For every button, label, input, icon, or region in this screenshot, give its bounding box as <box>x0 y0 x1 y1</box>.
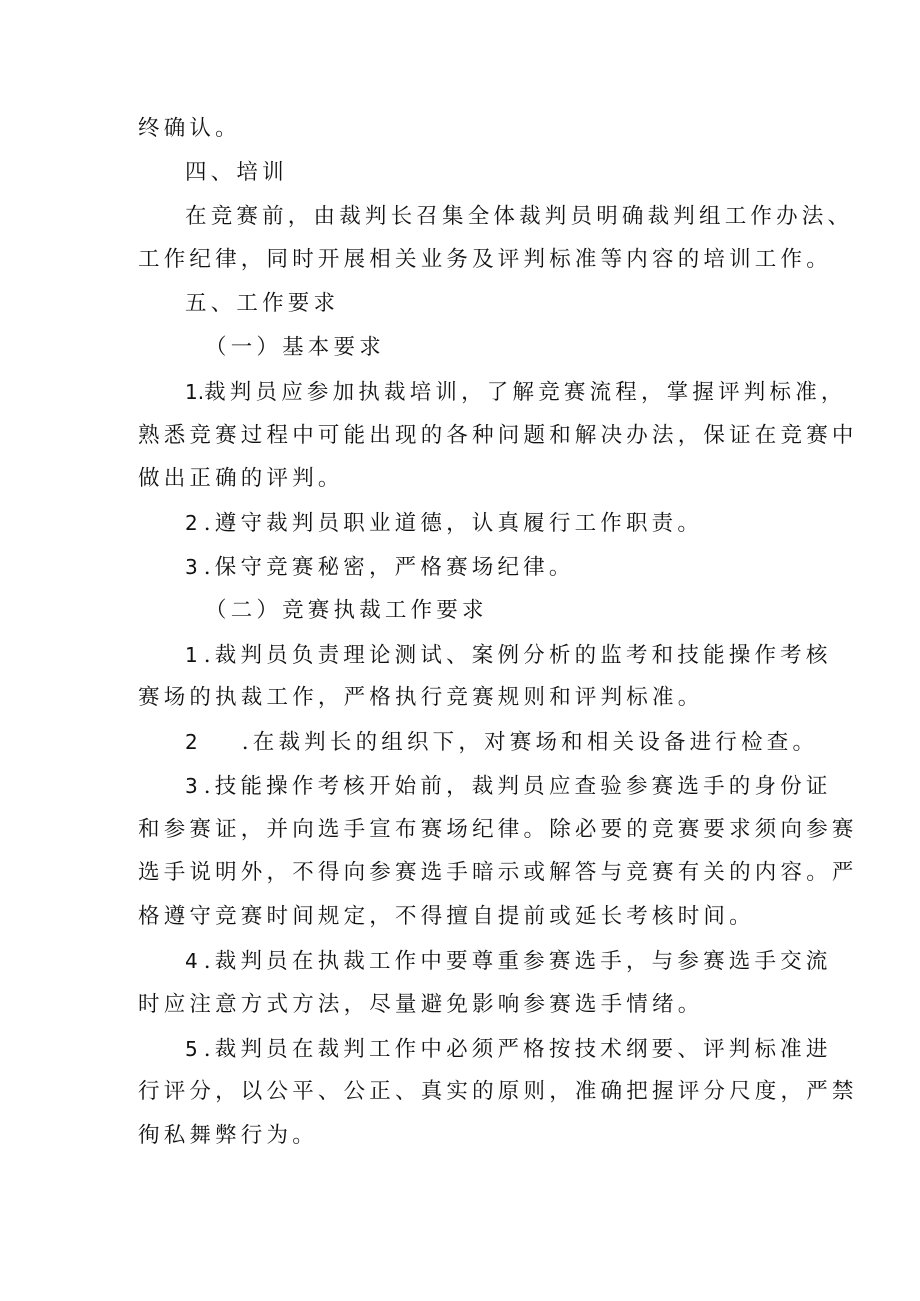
duty-item-2-number: 2 <box>185 730 198 754</box>
duty-item-4-number: 4 <box>185 949 198 973</box>
duty-item-3-line-1 <box>185 771 832 802</box>
basic-item-1-text: 裁判员应参加执裁培训，了解竞赛流程，掌握评判标准， <box>204 380 847 405</box>
duty-item-2-text: .在裁判长的组织下，对赛场和相关设备进行检查。 <box>241 730 819 755</box>
duty-item-3-line-3: 选手说明外，不得向参赛选手暗示或解答与竞赛有关的内容。严 <box>138 860 858 885</box>
section-4-para-line-2: 工作纪律，同时开展相关业务及评判标准等内容的培训工作。 <box>138 247 832 272</box>
basic-item-1-number: 1. <box>185 380 205 404</box>
duty-item-4-line-1 <box>185 946 832 977</box>
basic-item-3-line <box>185 552 575 583</box>
duty-item-2-line <box>185 727 818 758</box>
duty-item-5-text: .裁判员在裁判工作中必须严格按技术纲要、评判标准进 <box>203 1037 832 1062</box>
duty-item-1-number: 1 <box>185 643 198 667</box>
basic-item-2-line <box>185 508 703 539</box>
duty-item-3-line-4: 格遵守竞赛时间规定，不得擅自提前或延长考核时间。 <box>138 904 755 929</box>
duty-item-5-line-2: 行评分，以公平、公正、真实的原则，准确把握评分尺度，严禁 <box>138 1079 858 1104</box>
section-5-heading: 五、工作要求 <box>185 291 340 316</box>
basic-item-1-line-1 <box>185 377 847 408</box>
duty-item-4-line-2: 时应注意方式方法，尽量避免影响参赛选手情绪。 <box>138 992 704 1017</box>
duty-item-5-number: 5 <box>185 1037 198 1061</box>
section-4-para-line-1: 在竞赛前，由裁判长召集全体裁判员明确裁判组工作办法、 <box>185 204 854 229</box>
basic-item-2-text: .遵守裁判员职业道德，认真履行工作职责。 <box>203 511 704 536</box>
basic-item-1-line-2: 熟悉竞赛过程中可能出现的各种问题和解决办法，保证在竞赛中 <box>138 423 858 448</box>
duty-item-1-line-1 <box>185 640 832 671</box>
basic-item-3-number: 3 <box>185 555 198 579</box>
basic-item-3-text: .保守竞赛秘密，严格赛场纪律。 <box>203 555 575 580</box>
duty-item-1-line-2: 赛场的执裁工作，严格执行竞赛规则和评判标准。 <box>138 685 704 710</box>
duty-item-1-text: .裁判员负责理论测试、案例分析的监考和技能操作考核 <box>203 643 832 668</box>
duty-item-5-line-1 <box>185 1034 832 1065</box>
basic-item-2-number: 2 <box>185 511 198 535</box>
basic-item-1-line-3: 做出正确的评判。 <box>138 466 344 491</box>
duty-item-3-number: 3 <box>185 774 198 798</box>
duty-item-3-line-2: 和参赛证，并向选手宣布赛场纪律。除必要的竞赛要求须向参赛 <box>138 817 858 842</box>
subsection-1-heading: （一）基本要求 <box>205 335 385 360</box>
section-4-heading: 四、培训 <box>185 160 288 185</box>
duty-item-5-line-3: 徇私舞弊行为。 <box>138 1123 318 1148</box>
duty-item-3-text: .技能操作考核开始前，裁判员应查验参赛选手的身份证 <box>203 774 832 799</box>
subsection-2-heading: （二）竞赛执裁工作要求 <box>205 598 488 623</box>
duty-item-4-text: .裁判员在执裁工作中要尊重参赛选手，与参赛选手交流 <box>203 949 832 974</box>
intro-tail-line: 终确认。 <box>138 116 241 141</box>
